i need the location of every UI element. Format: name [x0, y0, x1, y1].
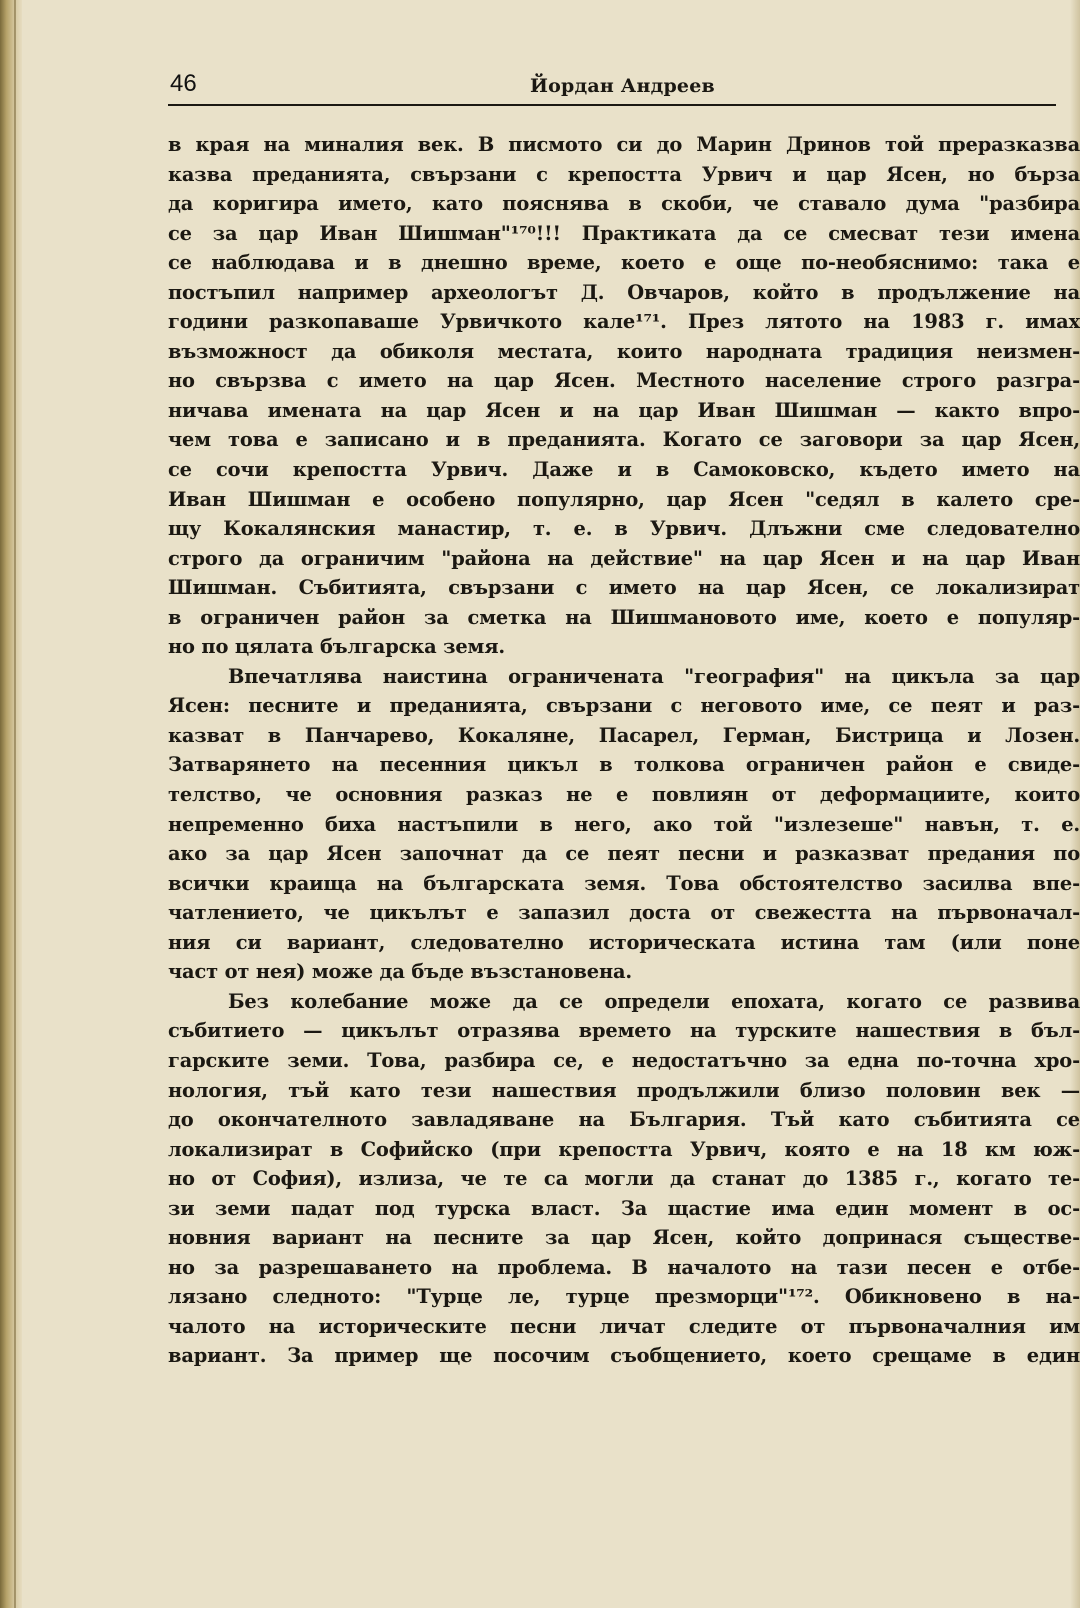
text-line: локализират в Софийско (при крепостта Урвич, която е на 18 км юж- — [168, 1137, 1080, 1161]
text-line: ния си вариант, следователно историческата истина там (или поне — [168, 930, 1080, 954]
text-line: Иван Шишман е особено популярно, цар Ясен "седял в калето сре- — [168, 487, 1080, 511]
text-line: строго да ограничим "района на действие" на цар Ясен и на цар Иван — [168, 546, 1080, 570]
text-line: но за разрешаването на проблема. В началото на тази песен е отбе- — [168, 1255, 1080, 1279]
text-line: всички краища на българската земя. Това обстоятелство засилва впе- — [168, 871, 1080, 895]
text-line: част от нея) може да бъде възстановена. — [168, 960, 633, 984]
text-line: възможност да обиколя местата, които народната традиция неизмен- — [168, 339, 1080, 363]
text-line: години разкопаваше Урвичкото кале¹⁷¹. През лятото на 1983 г. имах — [168, 310, 1080, 334]
running-head: Йордан Андреев — [530, 75, 715, 97]
text-line: се наблюдава и в днешно време, което е още по-необяснимо: така е — [168, 251, 1080, 275]
text-line: до окончателното завладяване на България. Тъй като събитията се — [168, 1108, 1080, 1132]
text-line: чем това е записано и в преданията. Когато се заговори за цар Ясен, — [168, 428, 1080, 452]
text-line: вариант. За пример ще посочим съобщението, което срещаме в един — [168, 1344, 1080, 1368]
text-line: Шишман. Събитията, свързани с името на цар Ясен, се локализират — [168, 576, 1080, 600]
text-line: ако за цар Ясен започнат да се пеят песни и разказват предания по — [168, 842, 1080, 866]
text-line: събитието — цикълът отразява времето на турските нашествия в бъл- — [168, 1019, 1080, 1043]
text-line: казват в Панчарево, Кокаляне, Пасарел, Герман, Бистрица и Лозен. — [168, 723, 1080, 747]
book-page — [168, 70, 1080, 1608]
page-header — [168, 70, 1056, 106]
text-line: се сочи крепостта Урвич. Даже и в Самоковско, където името на — [168, 458, 1080, 482]
body-text — [168, 130, 1080, 1371]
text-line: телство, че основния разказ не е повлиян от деформациите, които — [168, 783, 1080, 807]
text-line: Без колебание може да се определи епохата, когато се развива — [228, 989, 1080, 1013]
text-line: Впечатлява наистина ограничената "география" на цикъла за цар — [228, 664, 1080, 688]
text-line: лязано следното: "Турце ле, турце презморци"¹⁷². Обикновено в на- — [168, 1285, 1080, 1309]
book-spine-shadow — [0, 0, 22, 1608]
text-line: Ясен: песните и преданията, свързани с неговото име, се пеят и раз- — [168, 694, 1080, 718]
text-line: казва преданията, свързани с крепостта Урвич и цар Ясен, но бърза — [168, 162, 1080, 186]
text-line: постъпил например археологът Д. Овчаров, който в продължение на — [168, 280, 1080, 304]
text-line: щу Кокалянския манастир, т. е. в Урвич. Длъжни сме следователно — [168, 517, 1080, 541]
text-line: нология, тъй като тези нашествия продължили близо половин век — — [168, 1078, 1080, 1102]
text-line: но от София), излиза, че те са могли да станат до 1385 г., когато те- — [168, 1167, 1080, 1191]
text-line: зи земи падат под турска власт. За щастие има един момент в ос- — [168, 1196, 1080, 1220]
text-line: чатлението, че цикълът е запазил доста от свежестта на първоначал- — [168, 901, 1080, 925]
text-line: непременно биха настъпили в него, ако той "излезеше" навън, т. е. — [168, 812, 1080, 836]
text-line: гарските земи. Това, разбира се, е недостатъчно за една по-точна хро- — [168, 1048, 1080, 1072]
text-line: се за цар Иван Шишман"¹⁷⁰!!! Практиката да се смесват тези имена — [168, 221, 1080, 245]
text-line: новния вариант на песните за цар Ясен, който допринася съществе- — [168, 1226, 1080, 1250]
page-number: 46 — [170, 70, 197, 97]
text-line: но по цялата българска земя. — [168, 635, 506, 659]
book-gutter-line — [14, 0, 16, 1608]
text-line: да коригира името, като пояснява в скоби, че ставало дума "разбира — [168, 192, 1080, 216]
text-line: в ограничен район за сметка на Шишмановото име, което е популяр- — [168, 605, 1080, 629]
text-line: ничава имената на цар Ясен и на цар Иван Шишман — както впро- — [168, 398, 1080, 422]
text-line: но свързва с името на цар Ясен. Местното население строго разгра- — [168, 369, 1080, 393]
text-line: в края на миналия век. В писмото си до Марин Дринов той преразказва — [168, 133, 1080, 156]
text-line: чалото на историческите песни личат следите от първоначалния им — [168, 1314, 1080, 1338]
text-line: Затварянето на песенния цикъл в толкова ограничен район е свиде- — [168, 753, 1080, 777]
